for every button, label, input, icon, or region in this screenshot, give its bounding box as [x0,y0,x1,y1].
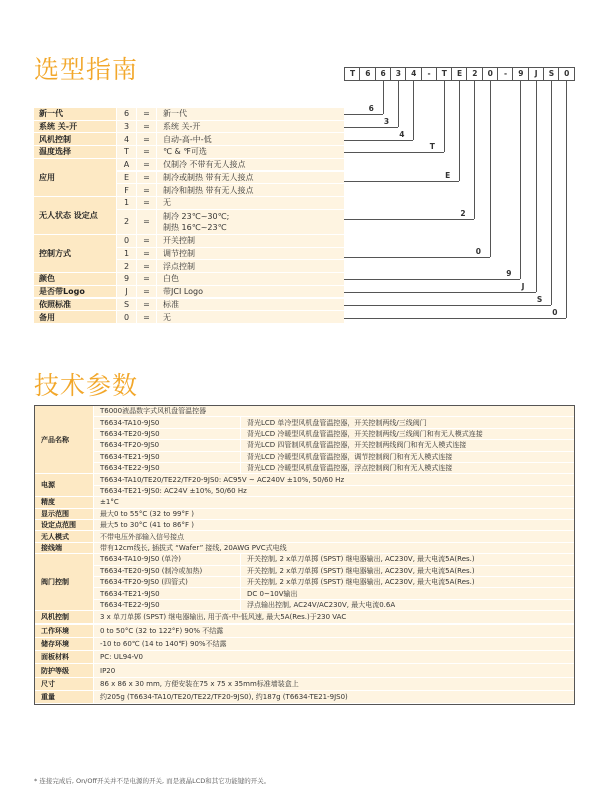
tech-model: T6634-TE20-9JS0 (制冷或加热) [93,566,240,577]
leader-horizontal [344,292,536,293]
leader-horizontal [344,305,551,306]
tech-model: T6634-TA10-9JS0 [93,417,240,428]
tech-value: 最大0 to 55°C (32 to 99°F ) [93,509,574,520]
selection-desc: 仅制冷 不带有无人接点 [156,159,344,172]
leader-mark: J [521,282,525,292]
selection-row [34,146,344,159]
selection-value: S [116,299,136,312]
tech-desc: 背光LCD 四管制风机盘管温控器，开关控制两线阀门和有无人模式连接 [240,440,574,451]
tech-label: 产品名称 [35,406,93,474]
code-char-box: T [436,67,453,81]
selection-value: 2 [116,210,136,235]
code-char-box: T [344,67,361,81]
tech-product-row [93,429,574,440]
leader-horizontal [344,127,398,128]
leader-vertical [413,81,414,140]
tech-label: 无人模式 [35,531,93,542]
selection-label: 备用 [34,311,116,324]
selection-label: 控制方式 [34,235,116,273]
selection-value: T [116,146,136,159]
tech-value: 最大5 to 30°C (41 to 86°F ) [93,520,574,531]
leader-horizontal [344,318,566,319]
selection-label: 无人状态 设定点 [34,197,116,235]
selection-desc: 新一代 [156,108,344,121]
code-char-box: 0 [558,67,575,81]
tech-value: 约205g (T6634-TA10/TE20/TE22/TF20-9JS0), 约187g (T6634-TE21-9JS0) [93,691,574,704]
code-char-box: 3 [390,67,407,81]
selection-equals: = [136,260,156,273]
selection-desc [156,210,344,235]
tech-power-block [93,474,574,497]
tech-product-row [93,463,574,474]
tech-row [35,531,574,542]
tech-desc: 背光LCD 冷暖型风机盘管温控器，开关控制两线/三线阀门和有无人模式连接 [240,429,574,440]
tech-row [35,691,574,704]
leader-mark: 9 [506,269,512,279]
tech-value: PC: UL94-V0 [93,651,574,664]
selection-value: 3 [116,121,136,134]
selection-label: 风机控制 [34,133,116,146]
code-char-box: 9 [512,67,529,81]
selection-label: 是否带Logo [34,286,116,299]
selection-value: 6 [116,108,136,121]
selection-desc: ℃ & ℉可选 [156,146,344,159]
selection-equals: = [136,108,156,121]
tech-value: 不带电压外部输入信号接点 [93,531,574,542]
tech-label: 防护等级 [35,664,93,677]
tech-row [35,554,574,611]
leader-vertical [536,81,537,292]
tech-label: 接线端 [35,543,93,554]
code-char-box: - [421,67,438,81]
tech-model: T6634-TE20-9JS0 [93,429,240,440]
tech-row [35,625,574,638]
selection-row [34,286,344,299]
tech-row [35,651,574,664]
tech-row [35,520,574,531]
leader-mark: T [429,142,435,152]
tech-row [35,678,574,691]
leader-vertical [551,81,552,305]
tech-row [35,543,574,554]
selection-value: 1 [116,197,136,210]
selection-equals: = [136,235,156,248]
leader-vertical [383,81,384,114]
selection-equals: = [136,210,156,235]
selection-desc: 系统 关-开 [156,121,344,134]
leader-vertical [490,81,491,257]
selection-label: 新一代 [34,108,116,121]
tech-product-row [93,440,574,451]
tech-row [35,509,574,520]
leader-horizontal [344,140,413,141]
tech-value: T6634-TA10/TE20/TE22/TF20-9JS0: AC95V ~ AC240V ±10%, 50/60 Hz [93,474,574,485]
leader-vertical [520,81,521,279]
tech-label: 面板材料 [35,651,93,664]
tech-model: T6634-TF20-9JS0 (四管式) [93,577,240,588]
selection-desc: 白色 [156,273,344,286]
selection-equals: = [136,146,156,159]
tech-value: 86 x 86 x 30 mm, 方便安装在75 x 75 x 35mm标准墙装盒上 [93,678,574,691]
selection-equals: = [136,184,156,197]
leader-horizontal [344,114,383,115]
selection-row [34,121,344,134]
tech-valve-block [93,554,574,611]
selection-desc: 带JCI Logo [156,286,344,299]
tech-product-block [93,406,574,474]
selection-desc: 标准 [156,299,344,312]
tech-value: 带有12cm线长, 插拔式 “Wafer” 接线, 20AWG PVC式电线 [93,543,574,554]
tech-label: 显示范围 [35,509,93,520]
tech-row [35,638,574,651]
tech-value: T6634-TE21-9JS0: AC24V ±10%, 50/60 Hz [93,486,574,497]
tech-label: 储存环境 [35,638,93,651]
code-char-box: S [543,67,560,81]
tech-valve-row [93,566,574,577]
tech-valve-row [93,588,574,599]
leader-mark: 6 [368,104,374,114]
selection-label: 温度选择 [34,146,116,159]
selection-label: 依照标准 [34,299,116,312]
selection-row [34,133,344,146]
selection-desc-line: 制热 16℃~23℃ [163,222,227,232]
selection-label: 应用 [34,159,116,197]
selection-value: 4 [116,133,136,146]
leader-vertical [566,81,567,318]
tech-value: -10 to 60℃ (14 to 140℉) 90%不结露 [93,638,574,651]
selection-equals: = [136,273,156,286]
selection-value: 9 [116,273,136,286]
selection-equals: = [136,248,156,261]
tech-value: 0 to 50°C (32 to 122°F) 90% 不结露 [93,625,574,638]
tech-label: 工作环境 [35,625,93,638]
tech-model: T6634-TE21-9JS0 [93,452,240,463]
selection-desc: 开关控制 [156,235,344,248]
tech-model: T6634-TE22-9JS0 [93,463,240,474]
tech-row [35,611,574,624]
leader-mark: 0 [475,247,481,257]
leader-mark: 3 [383,117,390,127]
tech-desc: 开关控制, 2 x单刀单掷 (SPST) 继电器输出, AC230V, 最大电流5A(Res.) [240,554,574,565]
tech-desc: 背光LCD 单冷型风机盘管温控器，开关控制两线/三线阀门 [240,417,574,428]
selection-equals: = [136,159,156,172]
selection-equals: = [136,311,156,324]
selection-equals: = [136,133,156,146]
tech-row [35,406,574,474]
code-char-box: 6 [375,67,392,81]
leader-mark: 4 [399,129,405,139]
selection-equals: = [136,299,156,312]
tech-label: 精度 [35,497,93,508]
code-char-box: J [528,67,545,81]
code-char-box: E [451,67,468,81]
selection-equals: = [136,286,156,299]
tech-desc: 背光LCD 冷暖型风机盘管温控器，调节控制阀门和有无人模式连接 [240,452,574,463]
leader-vertical [398,81,399,127]
tech-valve-row [93,554,574,565]
tech-model: T6634-TE21-9JS0 [93,588,240,599]
selection-equals: = [136,197,156,210]
tech-model: T6634-TA10-9JS0 (单冷) [93,554,240,565]
leader-mark: S [536,294,543,304]
selection-desc-line: 制冷 23℃~30℃; [163,211,230,221]
selection-value: J [116,286,136,299]
tech-desc: 背光LCD 冷暖型风机盘管温控器，浮点控制阀门和有无人模式连接 [240,463,574,474]
tech-product-row [93,452,574,463]
selection-row [34,108,344,121]
tech-value: T6000液晶数字式风机盘管温控器 [93,406,574,417]
tech-label: 阀门控制 [35,554,93,611]
tech-model: T6634-TE22-9JS0 [93,600,240,611]
tech-spec-title: 技术参数 [34,371,139,400]
selection-value: E [116,172,136,185]
code-char-box: 0 [482,67,499,81]
leader-mark: E [445,170,451,180]
selection-value: 0 [116,311,136,324]
selection-desc: 无 [156,197,344,210]
selection-desc: 自动-高-中-低 [156,133,344,146]
tech-value: 3 x 单刀单掷 (SPST) 继电器输出, 用于高-中-低风速, 最大5A(Res.)于230 VAC [93,611,574,624]
selection-label: 颜色 [34,273,116,286]
selection-value: A [116,159,136,172]
selection-value: 0 [116,235,136,248]
leader-mark: 2 [460,208,466,218]
tech-desc: DC 0~10V输出 [240,588,574,599]
selection-equals: = [136,121,156,134]
tech-label: 尺寸 [35,678,93,691]
tech-valve-row [93,577,574,588]
leader-horizontal [344,152,444,153]
footnote: * 连接完成后, On/Off开关并不是电源的开关, 而是液晶LCD和其它功能键的开关。 [34,777,271,785]
tech-desc: 开关控制, 2 x单刀单掷 (SPST) 继电器输出, AC230V, 最大电流5A(Res.) [240,566,574,577]
selection-guide-title: 选型指南 [34,55,139,84]
tech-row [35,497,574,508]
code-char-box: 2 [466,67,483,81]
tech-label: 重量 [35,691,93,704]
tech-row [35,664,574,677]
selection-desc: 调节控制 [156,248,344,261]
tech-model: T6634-TF20-9JS0 [93,440,240,451]
selection-row [34,311,344,324]
tech-value: IP20 [93,664,574,677]
leader-mark: 0 [552,307,558,317]
selection-value: F [116,184,136,197]
selection-value: 1 [116,248,136,261]
selection-desc: 浮点控制 [156,260,344,273]
selection-row [34,299,344,312]
leader-vertical [459,81,460,181]
selection-desc: 无 [156,311,344,324]
tech-spec-table [34,405,575,705]
tech-desc: 开关控制, 2 x单刀单掷 (SPST) 继电器输出, AC230V, 最大电流5A(Res.) [240,577,574,588]
tech-row [35,474,574,497]
tech-desc: 浮点输出控制, AC24V/AC230V, 最大电流0.6A [240,600,574,611]
leader-vertical [444,81,445,152]
selection-desc: 制冷和制热 带有无人接点 [156,184,344,197]
tech-value: ±1°C [93,497,574,508]
leader-horizontal [344,181,459,182]
leader-horizontal [344,279,520,280]
selection-desc: 制冷或制热 带有无人接点 [156,172,344,185]
tech-valve-row [93,600,574,611]
code-char-box: 6 [359,67,376,81]
leader-vertical [474,81,475,219]
selection-value: 2 [116,260,136,273]
selection-label: 系统 关-开 [34,121,116,134]
leader-horizontal [344,219,474,220]
selection-equals: = [136,172,156,185]
code-char-box: 4 [405,67,422,81]
tech-label: 电源 [35,474,93,497]
tech-product-row [93,417,574,428]
selection-row [34,273,344,286]
tech-label: 设定点范围 [35,520,93,531]
tech-label: 风机控制 [35,611,93,624]
code-char-box: - [497,67,514,81]
leader-horizontal [344,257,490,258]
